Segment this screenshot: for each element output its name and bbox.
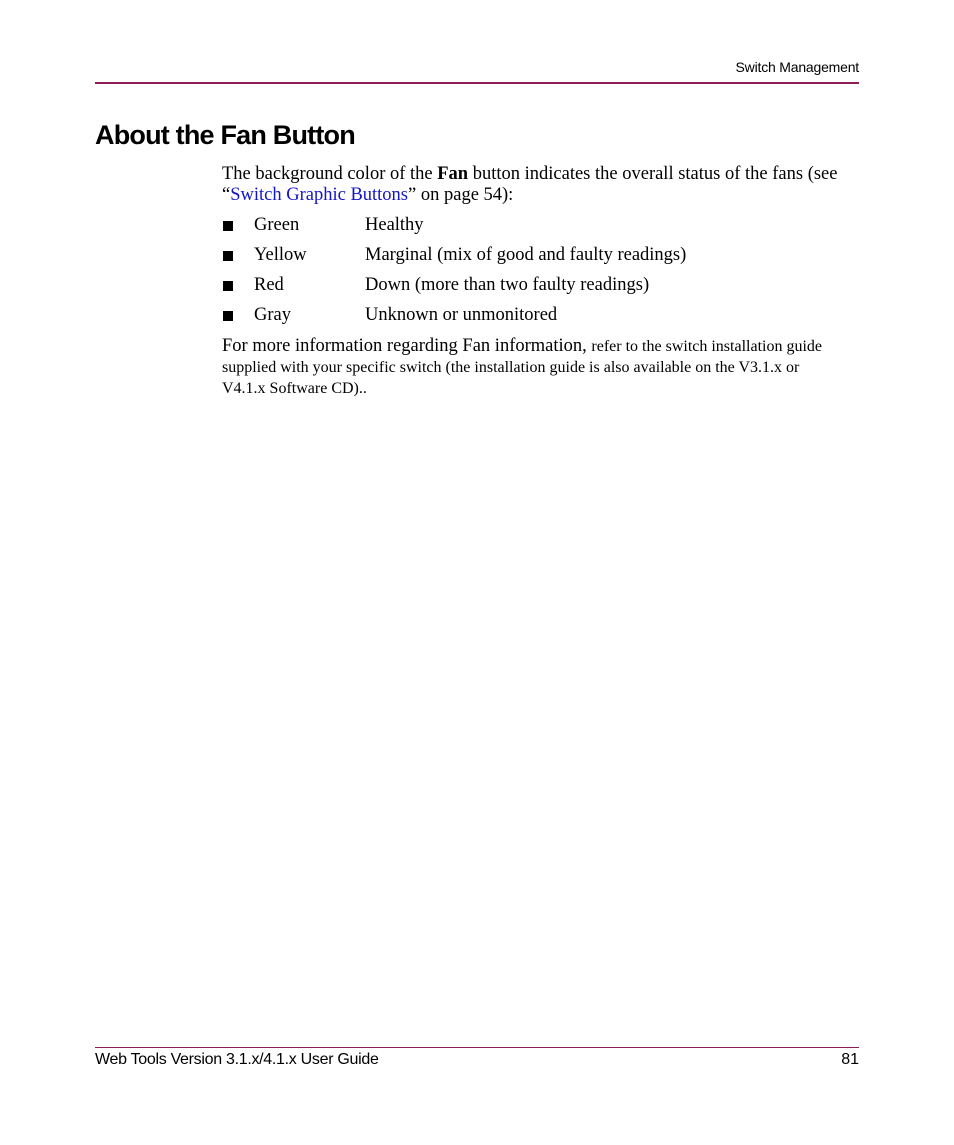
status-color: Yellow — [254, 245, 307, 265]
list-item — [222, 305, 842, 335]
square-bullet-icon — [223, 251, 233, 261]
list-item — [222, 215, 842, 245]
switch-graphic-buttons-link[interactable]: Switch Graphic Buttons — [230, 185, 409, 205]
fan-status-list — [222, 215, 842, 335]
intro-text-3: ” on page 54): — [408, 185, 514, 205]
more-info-paragraph — [222, 336, 842, 399]
status-meaning: Unknown or unmonitored — [365, 305, 558, 325]
header-rule — [95, 82, 859, 84]
fan-term: Fan — [437, 164, 469, 184]
status-meaning: Marginal (mix of good and faulty readings) — [365, 245, 687, 265]
list-item — [222, 275, 842, 305]
more-info-text-2: refer to the switch installation guide supplied with your specific switch (the installation guide is also available on the V3.1.x or V4.1.x Software CD).. — [222, 338, 823, 397]
status-meaning: Healthy — [365, 215, 424, 235]
square-bullet-icon — [223, 311, 233, 321]
more-info-text-1: For more information regarding Fan information, — [222, 336, 592, 356]
running-header: Switch Management — [735, 59, 859, 75]
square-bullet-icon — [223, 221, 233, 231]
status-color: Red — [254, 275, 284, 295]
status-meaning: Down (more than two faulty readings) — [365, 275, 650, 295]
page-title: About the Fan Button — [95, 120, 355, 150]
status-color: Green — [254, 215, 300, 235]
square-bullet-icon — [223, 281, 233, 291]
footer-rule — [95, 1047, 859, 1048]
page-number: 81 — [841, 1051, 859, 1068]
list-item — [222, 245, 842, 275]
intro-text-2: button indicates the overall status of the fans (see “ — [222, 164, 838, 205]
intro-paragraph — [222, 164, 842, 206]
intro-text-1: The background color of the — [222, 164, 438, 184]
status-color: Gray — [254, 305, 291, 325]
body-content — [222, 164, 842, 399]
footer-guide-title: Web Tools Version 3.1.x/4.1.x User Guide — [95, 1051, 379, 1068]
